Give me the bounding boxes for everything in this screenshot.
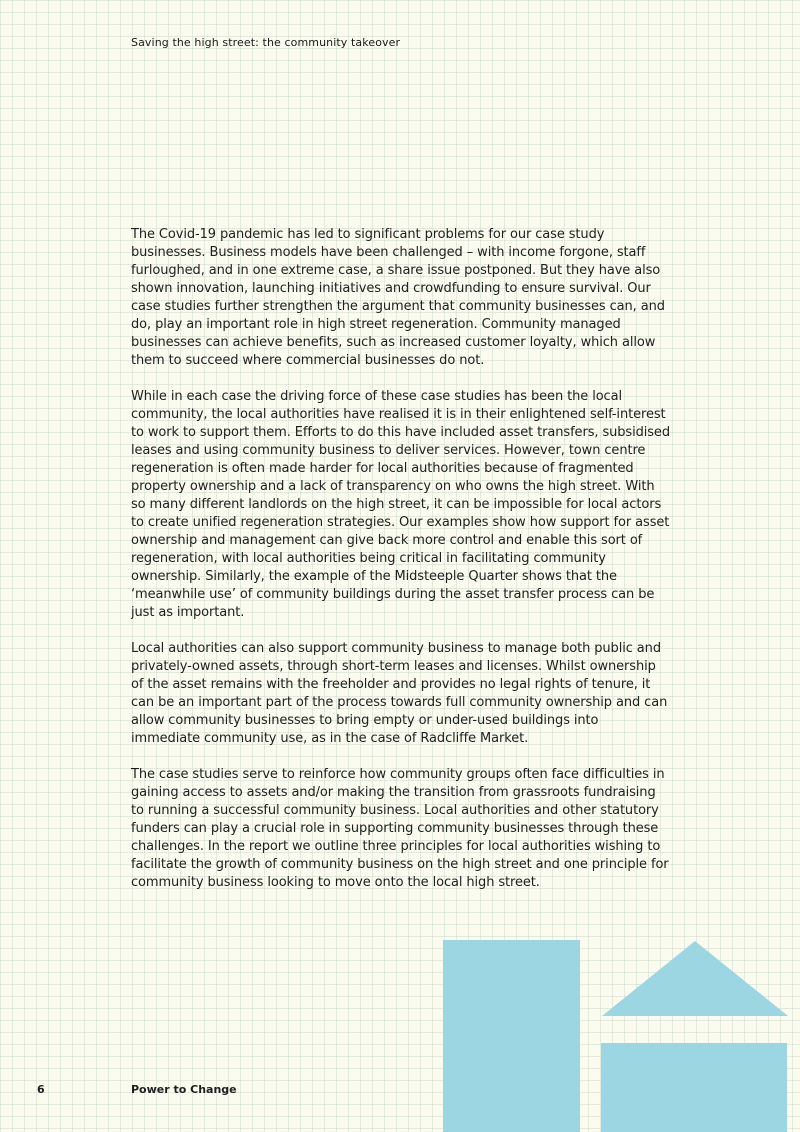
running-header: Saving the high street: the community takeover [131, 36, 401, 49]
small-block-shape [601, 1043, 787, 1132]
paragraph-4: The case studies serve to reinforce how community groups often face difficulties in gaining access to assets and/or making the transition from grassroots fundraising to running a successful community business. Local authorities and other statutory funders can play a crucial role in supporting community businesses through these challenges. In the report we outline three principles for local authorities wishing to facilitate the growth of community business on the high street and one principle for community business looking to move onto the local high street. [131, 767, 669, 890]
paragraph-1: The Covid-19 pandemic has led to significant problems for our case study businesses. Business models have been challenged – with income forgone, staff furloughed, and in one extreme case, a share issue postponed. But they have also shown innovation, launching initiatives and crowdfunding to ensure survival. Our case studies further strengthen the argument that community businesses can, and do, play an important role in high street regeneration. Community managed businesses can achieve benefits, such as increased customer loyalty, which allow them to succeed where commercial businesses do not. [131, 227, 665, 368]
paragraph-3: Local authorities can also support community business to manage both public and privately-owned assets, through short-term leases and licenses. Whilst ownership of the asset remains with the freeholder and provides no legal rights of tenure, it can be an important part of the process towards full community ownership and can allow community businesses to bring empty or under-used buildings into immediate community use, as in the case of Radcliffe Market. [131, 641, 668, 746]
roof-triangle-shape [602, 941, 788, 1016]
page-number: 6 [37, 1083, 45, 1096]
tall-block-shape [443, 940, 580, 1132]
paragraph-2: While in each case the driving force of these case studies has been the local community, the local authorities have realised it is in their enlightened self-interest to work to support them. Efforts to do this have included asset transfers, subsidised leases and using community business to deliver services. However, town centre regeneration is often made harder for local authorities because of fragmented property ownership and a lack of transparency on who owns the high street. With so many different landlords on the high street, it can be impossible for local actors to create unified regeneration strategies. Our examples show how support for asset ownership and management can give back more control and enable this sort of regeneration, with local authorities being critical in facilitating community ownership. Similarly, the example of the Midsteeple Quarter shows that the ‘meanwhile use’ of community buildings during the asset transfer process can be just as important. [131, 389, 670, 620]
footer-organisation: Power to Change [131, 1083, 237, 1096]
